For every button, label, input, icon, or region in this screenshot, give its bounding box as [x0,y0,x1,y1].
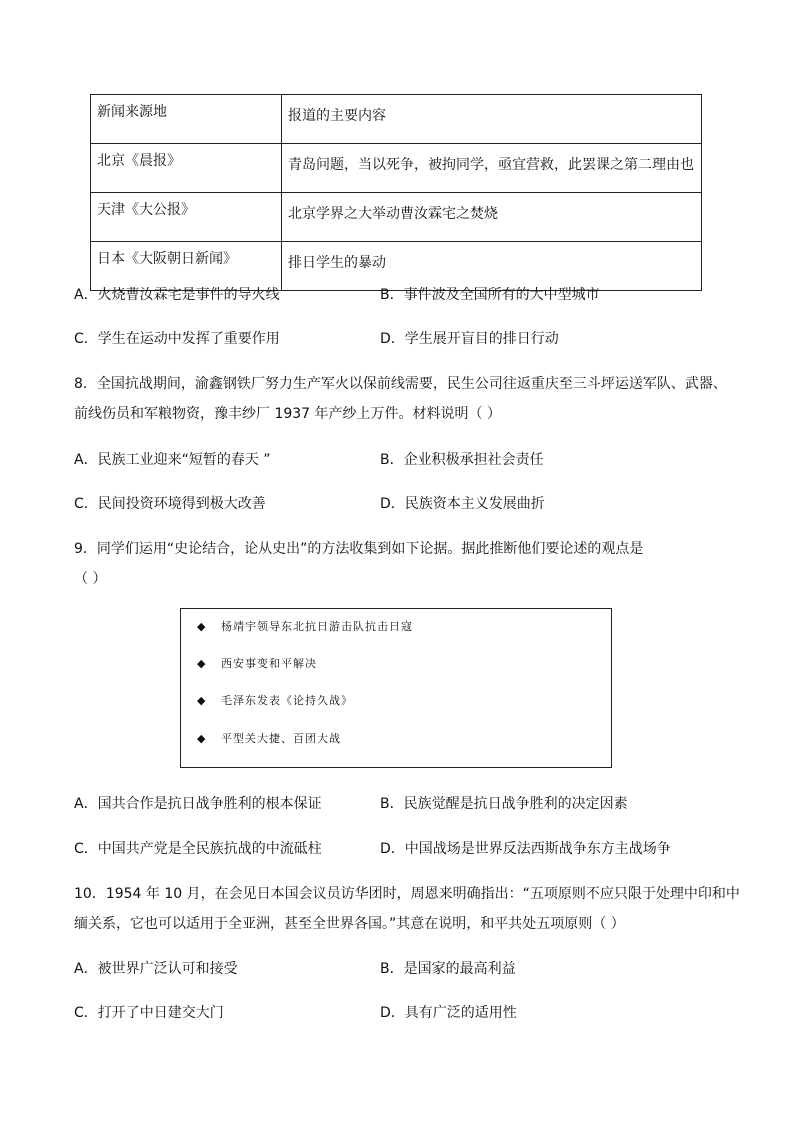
evidence-text: 杨靖宇领导东北抗日游击队抗击日寇 [221,620,413,633]
q8-option-d: D．民族资本主义发展曲折 [380,496,545,512]
table-cell: 北京学界之大举动曹汝霖宅之焚烧 [282,193,702,242]
evidence-box [180,608,612,768]
diamond-bullet-icon: ◆ [197,694,207,707]
q8-stem-line1: 8．全国抗战期间，渝鑫钢铁厂努力生产军火以保前线需要，民生公司往返重庆至三斗坪运送军队、武器、 [74,376,727,392]
q7-option-b: B．事件波及全国所有的大中型城市 [380,287,600,303]
table-cell: 北京《晨报》 [91,144,282,193]
table-header-row [91,95,702,144]
q9-option-d: D．中国战场是世界反法西斯战争东方主战场争 [380,841,671,857]
q10-stem-line1: 10．1954 年 10 月，在会见日本国会议员访华团时，周恩来明确指出：“五项原则不应只限于处理中印和中 [74,886,740,902]
evidence-item [197,618,413,634]
table-cell: 排日学生的暴动 [282,242,702,291]
news-source-table [90,94,702,291]
q7-option-a: A．火烧曹汝霖宅是事件的导火线 [74,287,280,303]
table-cell: 青岛问题，当以死争，被拘同学，亟宜营救，此罢课之第二理由也 [282,144,702,193]
q10-option-b: B．是国家的最高利益 [380,961,516,977]
q7-option-d: D．学生展开盲目的排日行动 [380,331,559,347]
q8-option-c: C．民间投资环境得到极大改善 [74,496,266,512]
diamond-bullet-icon: ◆ [197,657,207,670]
q8-option-b: B．企业积极承担社会责任 [380,452,544,468]
evidence-text: 毛泽东发表《论持久战》 [221,694,353,707]
diamond-bullet-icon: ◆ [197,620,207,633]
diamond-bullet-icon: ◆ [197,732,207,745]
q10-option-a: A．被世界广泛认可和接受 [74,961,238,977]
q9-stem-line2: （ ） [74,571,107,587]
q9-option-a: A．国共合作是抗日战争胜利的根本保证 [74,796,322,812]
q7-option-c: C．学生在运动中发挥了重要作用 [74,331,280,347]
q10-stem-line2: 缅关系，它也可以适用于全亚洲，甚至全世界各国。”其意在说明，和平共处五项原则（ ） [74,916,625,932]
table-cell: 天津《大公报》 [91,193,282,242]
table-row [91,193,702,242]
q9-stem-line1: 9．同学们运用“史论结合，论从史出”的方法收集到如下论据。据此推断他们要论述的观点是 [74,541,644,557]
q8-option-a: A．民族工业迎来“短暂的春天 ” [74,452,271,468]
q8-stem-line2: 前线伤员和军粮物资，豫丰纱厂 1937 年产纱上万件。材料说明（ ） [74,406,501,422]
evidence-text: 西安事变和平解决 [221,657,317,670]
evidence-item [197,730,341,746]
q9-option-c: C．中国共产党是全民族抗战的中流砥柱 [74,841,322,857]
evidence-text: 平型关大捷、百团大战 [221,732,341,745]
evidence-item [197,692,353,708]
q10-option-c: C．打开了中日建交大门 [74,1005,224,1021]
table-row [91,144,702,193]
q9-option-b: B．民族觉醒是抗日战争胜利的决定因素 [380,796,628,812]
table-header-cell: 新闻来源地 [91,95,282,144]
table-cell: 日本《大阪朝日新闻》 [91,242,282,291]
table-header-cell: 报道的主要内容 [282,95,702,144]
q10-option-d: D．具有广泛的适用性 [380,1005,517,1021]
evidence-item [197,655,317,671]
